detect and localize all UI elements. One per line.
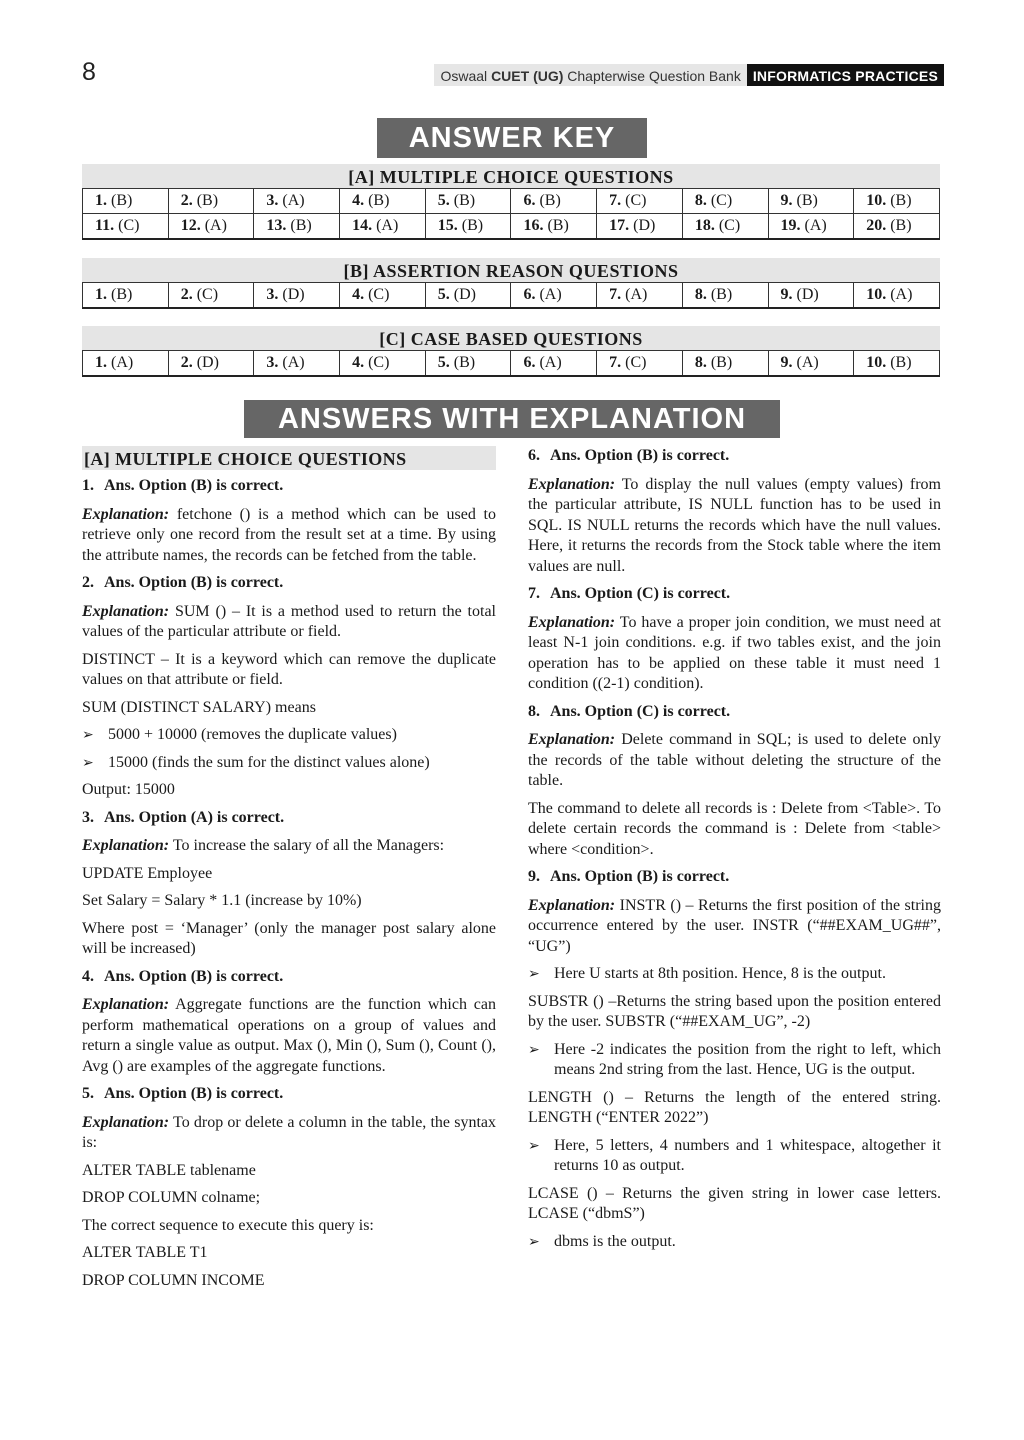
body-paragraph: The command to delete all records is : Delete from <Table>. To delete certain records the command is : Delete from <table> where <condition>. xyxy=(528,799,941,858)
question-number: 10. xyxy=(866,286,887,303)
answer-heading xyxy=(528,867,941,888)
answer-option: (C) xyxy=(114,217,140,234)
answer-cell xyxy=(511,351,597,377)
code-line: ALTER TABLE tablename xyxy=(82,1161,256,1179)
answer-cell xyxy=(768,351,854,377)
question-number: 4. xyxy=(352,192,365,209)
answer-option: (B) xyxy=(107,192,133,209)
answer-cell xyxy=(597,351,683,377)
key-section-title: [B] ASSERTION REASON QUESTIONS xyxy=(82,258,940,282)
question-number: 8. xyxy=(694,286,707,303)
answer-text: Ans. Option (C) is correct. xyxy=(550,585,731,602)
question-number: 20. xyxy=(866,217,887,234)
answer-cell xyxy=(168,283,254,309)
answer-number: 4. xyxy=(82,967,94,985)
answer-cell xyxy=(425,283,511,309)
answer-option: (B) xyxy=(706,286,733,303)
explanation-label: Explanation: xyxy=(82,1113,170,1131)
answer-heading xyxy=(528,584,941,605)
answer-cell xyxy=(597,189,683,214)
answer-option: (B) xyxy=(107,286,133,303)
question-number: 6. xyxy=(523,354,536,371)
explanation-label: Explanation: xyxy=(82,602,170,620)
answer-option: (A) xyxy=(800,217,827,234)
answer-cell xyxy=(254,189,340,214)
answer-cell xyxy=(340,351,426,377)
answer-option: (D) xyxy=(192,354,219,371)
answer-option: (A) xyxy=(372,217,399,234)
answer-text: Ans. Option (B) is correct. xyxy=(550,868,730,885)
answer-number: 2. xyxy=(82,574,94,591)
answer-option: (A) xyxy=(200,217,227,234)
table-row xyxy=(83,283,940,309)
answer-option: (A) xyxy=(792,354,819,371)
explanation-label: Explanation: xyxy=(82,996,170,1013)
explanation-paragraph xyxy=(528,896,941,958)
answer-cell xyxy=(768,189,854,214)
question-number: 7. xyxy=(609,192,622,209)
answer-cell xyxy=(682,351,768,377)
answer-cell xyxy=(854,189,940,214)
table-row xyxy=(83,189,940,214)
bullet-item: ➢ 5000 + 10000 (removes the duplicate values) xyxy=(82,725,496,746)
answer-key-table xyxy=(82,350,940,377)
bullet-item: ➢ Here, 5 letters, 4 numbers and 1 whitespace, altogether it returns 10 as output. xyxy=(528,1136,941,1177)
page-number: 8 xyxy=(82,58,96,86)
answer-cell xyxy=(425,189,511,214)
explanation-label: Explanation: xyxy=(528,731,616,748)
question-number: 12. xyxy=(180,217,201,234)
book-title-bold: CUET (UG) xyxy=(491,68,564,84)
page-header xyxy=(0,0,1024,100)
answer-option: (A) xyxy=(107,354,134,371)
question-number: 3. xyxy=(266,354,279,371)
body-paragraph: Where post = ‘Manager’ (only the manager post salary alone will be increased) xyxy=(82,919,496,957)
bullet-item: ➢ 15000 (finds the sum for the distinct values alone) xyxy=(82,753,496,774)
explanation-text: To drop or delete a column in the table, the syntax is: xyxy=(82,1113,496,1151)
question-number: 2. xyxy=(180,354,193,371)
explanation-label: Explanation: xyxy=(528,896,616,914)
body-paragraph: SUBSTR () –Returns the string based upon the position entered by the user. SUBSTR (“##EXAM_UG”, -2) xyxy=(528,992,941,1030)
answer-cell xyxy=(768,214,854,240)
answer-cell xyxy=(682,214,768,240)
question-number: 7. xyxy=(609,354,622,371)
answer-option: (B) xyxy=(535,192,561,209)
question-number: 9. xyxy=(780,354,793,371)
answer-cell xyxy=(340,214,426,240)
explanation-label: Explanation: xyxy=(528,475,616,493)
answer-key-table xyxy=(82,188,940,240)
answer-text: Ans. Option (C) is correct. xyxy=(550,702,731,720)
explanation-label: Explanation: xyxy=(528,613,616,631)
running-header xyxy=(434,64,944,86)
question-number: 6. xyxy=(523,286,536,303)
question-number: 1. xyxy=(95,192,107,209)
book-title xyxy=(434,64,746,86)
answer-cell xyxy=(854,283,940,309)
answer-cell xyxy=(254,351,340,377)
answer-heading xyxy=(82,573,496,594)
question-number: 7. xyxy=(609,286,622,303)
answer-cell xyxy=(254,283,340,309)
answer-option: (C) xyxy=(706,192,733,209)
answer-option: (A) xyxy=(621,286,648,303)
answer-option: (B) xyxy=(886,354,912,371)
explanations-right-column xyxy=(528,446,941,1259)
answer-cell xyxy=(83,351,169,377)
key-section-title: [C] CASE BASED QUESTIONS xyxy=(82,326,940,350)
explanation-text: To have a proper join condition, we must need at least N-1 join conditions. e.g. if two tables exist, and the join operation has to be applied on these table it must need 1 condition ((2-1) condition). xyxy=(528,613,941,692)
answer-key-banner: ANSWER KEY xyxy=(377,118,647,158)
answer-cell xyxy=(854,351,940,377)
code-line: ALTER TABLE T1 xyxy=(82,1244,208,1261)
answer-heading xyxy=(82,808,496,829)
answer-heading xyxy=(82,967,496,988)
question-number: 4. xyxy=(352,286,365,303)
code-line: DROP COLUMN INCOME xyxy=(82,1271,265,1289)
answer-option: (B) xyxy=(886,217,912,234)
question-number: 5. xyxy=(437,192,450,209)
book-title-suffix: Chapterwise Question Bank xyxy=(563,68,741,84)
explanation-paragraph xyxy=(82,1113,496,1154)
explanation-paragraph xyxy=(528,613,941,695)
answer-option: (D) xyxy=(449,286,476,303)
body-paragraph: LENGTH () – Returns the length of the entered string. LENGTH (“ENTER 2022”) xyxy=(528,1088,941,1126)
question-number: 9. xyxy=(780,192,793,209)
explanation-text: Delete command in SQL; is used to delete only the records of the table without deleting the structure of the table. xyxy=(528,731,941,789)
answer-cell xyxy=(168,189,254,214)
explanation-label: Explanation: xyxy=(82,505,170,523)
key-section xyxy=(82,258,940,309)
subject-label: INFORMATICS PRACTICES xyxy=(747,64,944,86)
answer-cell xyxy=(340,283,426,309)
explanation-text: To increase the salary of all the Managers: xyxy=(169,837,445,854)
question-number: 17. xyxy=(609,217,630,234)
answer-cell xyxy=(768,283,854,309)
answer-key-table xyxy=(82,282,940,309)
code-line: UPDATE Employee xyxy=(82,864,213,882)
key-section xyxy=(82,164,940,240)
answer-option: (A) xyxy=(535,286,562,303)
answer-text: Ans. Option (B) is correct. xyxy=(104,574,284,591)
answer-option: (B) xyxy=(792,192,818,209)
answer-option: (A) xyxy=(886,286,913,303)
answer-option: (C) xyxy=(621,354,647,371)
answer-option: (B) xyxy=(449,192,476,209)
question-number: 10. xyxy=(866,354,887,371)
table-row xyxy=(83,351,940,377)
explanation-paragraph xyxy=(82,836,496,857)
explanation-paragraph xyxy=(528,730,941,792)
question-number: 14. xyxy=(352,217,373,234)
question-number: 1. xyxy=(95,286,107,303)
answer-cell xyxy=(254,214,340,240)
explanation-label: Explanation: xyxy=(82,837,170,854)
answer-cell xyxy=(83,214,169,240)
answer-cell xyxy=(854,214,940,240)
answer-text: Ans. Option (B) is correct. xyxy=(550,447,730,464)
code-line: The correct sequence to execute this query is: xyxy=(82,1216,374,1234)
question-number: 19. xyxy=(780,217,801,234)
answer-option: (B) xyxy=(286,217,312,234)
answer-number: 9. xyxy=(528,868,540,885)
answer-heading xyxy=(528,702,941,723)
answer-option: (B) xyxy=(449,354,476,371)
answer-option: (B) xyxy=(706,354,733,371)
answer-option: (A) xyxy=(535,354,562,371)
section-heading: [A] MULTIPLE CHOICE QUESTIONS xyxy=(82,446,496,470)
explanation-text: fetchone () is a method which can be used to retrieve only one record from the result set at a time. By using the attribute names, the records can be fetched from the table. xyxy=(82,505,496,564)
answer-cell xyxy=(340,189,426,214)
question-number: 5. xyxy=(437,286,450,303)
question-number: 13. xyxy=(266,217,287,234)
key-section-title: [A] MULTIPLE CHOICE QUESTIONS xyxy=(82,164,940,188)
answer-number: 1. xyxy=(82,477,94,494)
answer-text: Ans. Option (B) is correct. xyxy=(104,477,284,494)
body-paragraph: Output: 15000 xyxy=(82,781,175,798)
question-number: 2. xyxy=(180,192,193,209)
explanation-paragraph xyxy=(82,602,496,643)
book-title-prefix: Oswaal xyxy=(440,68,492,84)
bullet-item: ➢ dbms is the output. xyxy=(528,1232,941,1253)
body-paragraph: LCASE () – Returns the given string in lower case letters. LCASE (“dbmS”) xyxy=(528,1184,941,1222)
explanation-paragraph xyxy=(82,995,496,1077)
answer-heading xyxy=(528,446,941,467)
question-number: 4. xyxy=(352,354,365,371)
answer-number: 6. xyxy=(528,447,540,464)
answer-cell xyxy=(425,214,511,240)
body-paragraph: DISTINCT – It is a keyword which can remove the duplicate values on that attribute or field. xyxy=(82,650,496,688)
question-number: 2. xyxy=(180,286,193,303)
answer-option: (B) xyxy=(192,192,219,209)
key-section xyxy=(82,326,940,377)
question-number: 16. xyxy=(523,217,544,234)
code-line: Set Salary = Salary * 1.1 (increase by 10%) xyxy=(82,892,362,909)
question-number: 10. xyxy=(866,192,887,209)
answer-cell xyxy=(511,283,597,309)
explanation-text: SUM () – It is a method used to return the total values of the particular attribute or field. xyxy=(82,602,496,640)
answer-option: (D) xyxy=(278,286,305,303)
explanation-text: INSTR () – Returns the first position of the string occurrence entered by the user. INSTR (“##EXAM_UG##”, “UG”) xyxy=(528,896,941,955)
explanation-paragraph xyxy=(82,505,496,567)
explanation-paragraph xyxy=(528,475,941,578)
answer-number: 7. xyxy=(528,585,540,602)
answer-number: 5. xyxy=(82,1085,94,1102)
answer-cell xyxy=(168,351,254,377)
body-paragraph: SUM (DISTINCT SALARY) means xyxy=(82,698,316,716)
question-number: 6. xyxy=(523,192,536,209)
explanations-left-column xyxy=(82,446,496,1298)
answer-heading xyxy=(82,1084,496,1105)
bullet-item: ➢ Here -2 indicates the position from the right to left, which means 2nd string from the last. Hence, UG is the output. xyxy=(528,1040,941,1081)
question-number: 11. xyxy=(95,217,115,234)
answer-option: (B) xyxy=(457,217,484,234)
answer-option: (B) xyxy=(543,217,569,234)
answer-option: (C) xyxy=(714,217,741,234)
answer-heading xyxy=(82,476,496,497)
answer-text: Ans. Option (B) is correct. xyxy=(104,967,284,985)
table-row xyxy=(83,214,940,240)
answer-option: (D) xyxy=(792,286,819,303)
answer-cell xyxy=(168,214,254,240)
bullet-item: ➢ Here U starts at 8th position. Hence, 8 is the output. xyxy=(528,964,941,985)
answer-cell xyxy=(682,283,768,309)
answer-option: (C) xyxy=(364,354,390,371)
answer-option: (C) xyxy=(621,192,647,209)
answer-option: (C) xyxy=(364,286,390,303)
answer-cell xyxy=(511,214,597,240)
answer-option: (B) xyxy=(364,192,390,209)
question-number: 9. xyxy=(780,286,793,303)
explanation-banner: ANSWERS WITH EXPLANATION xyxy=(244,400,780,438)
answer-option: (D) xyxy=(629,217,656,234)
question-number: 1. xyxy=(95,354,107,371)
explanation-text: To display the null values (empty values) from the particular attribute, IS NULL function has to be used in SQL. IS NULL returns the records which have the null values. Here, it returns the records from the Stock table where the item values are null. xyxy=(528,475,941,575)
question-number: 8. xyxy=(694,192,707,209)
explanation-text: Aggregate functions are the function which can perform mathematical operations on a group of values and return a single value as output. Max (), Min (), Sum (), Count (), Avg () are examples of the aggregate functions. xyxy=(82,996,496,1075)
code-line: DROP COLUMN colname; xyxy=(82,1189,261,1206)
answer-option: (A) xyxy=(278,354,305,371)
answer-cell xyxy=(425,351,511,377)
question-number: 3. xyxy=(266,286,279,303)
answer-cell xyxy=(597,283,683,309)
answer-option: (B) xyxy=(886,192,912,209)
question-number: 18. xyxy=(694,217,715,234)
answer-cell xyxy=(682,189,768,214)
answer-cell xyxy=(83,189,169,214)
answer-number: 8. xyxy=(528,702,540,720)
answer-cell xyxy=(83,283,169,309)
answer-text: Ans. Option (A) is correct. xyxy=(104,808,285,826)
answer-cell xyxy=(597,214,683,240)
answer-option: (C) xyxy=(192,286,219,303)
answer-text: Ans. Option (B) is correct. xyxy=(104,1085,284,1102)
answer-cell xyxy=(511,189,597,214)
answer-number: 3. xyxy=(82,808,94,826)
question-number: 5. xyxy=(437,354,450,371)
question-number: 3. xyxy=(266,192,279,209)
question-number: 15. xyxy=(437,217,458,234)
answer-option: (A) xyxy=(278,192,305,209)
question-number: 8. xyxy=(694,354,707,371)
